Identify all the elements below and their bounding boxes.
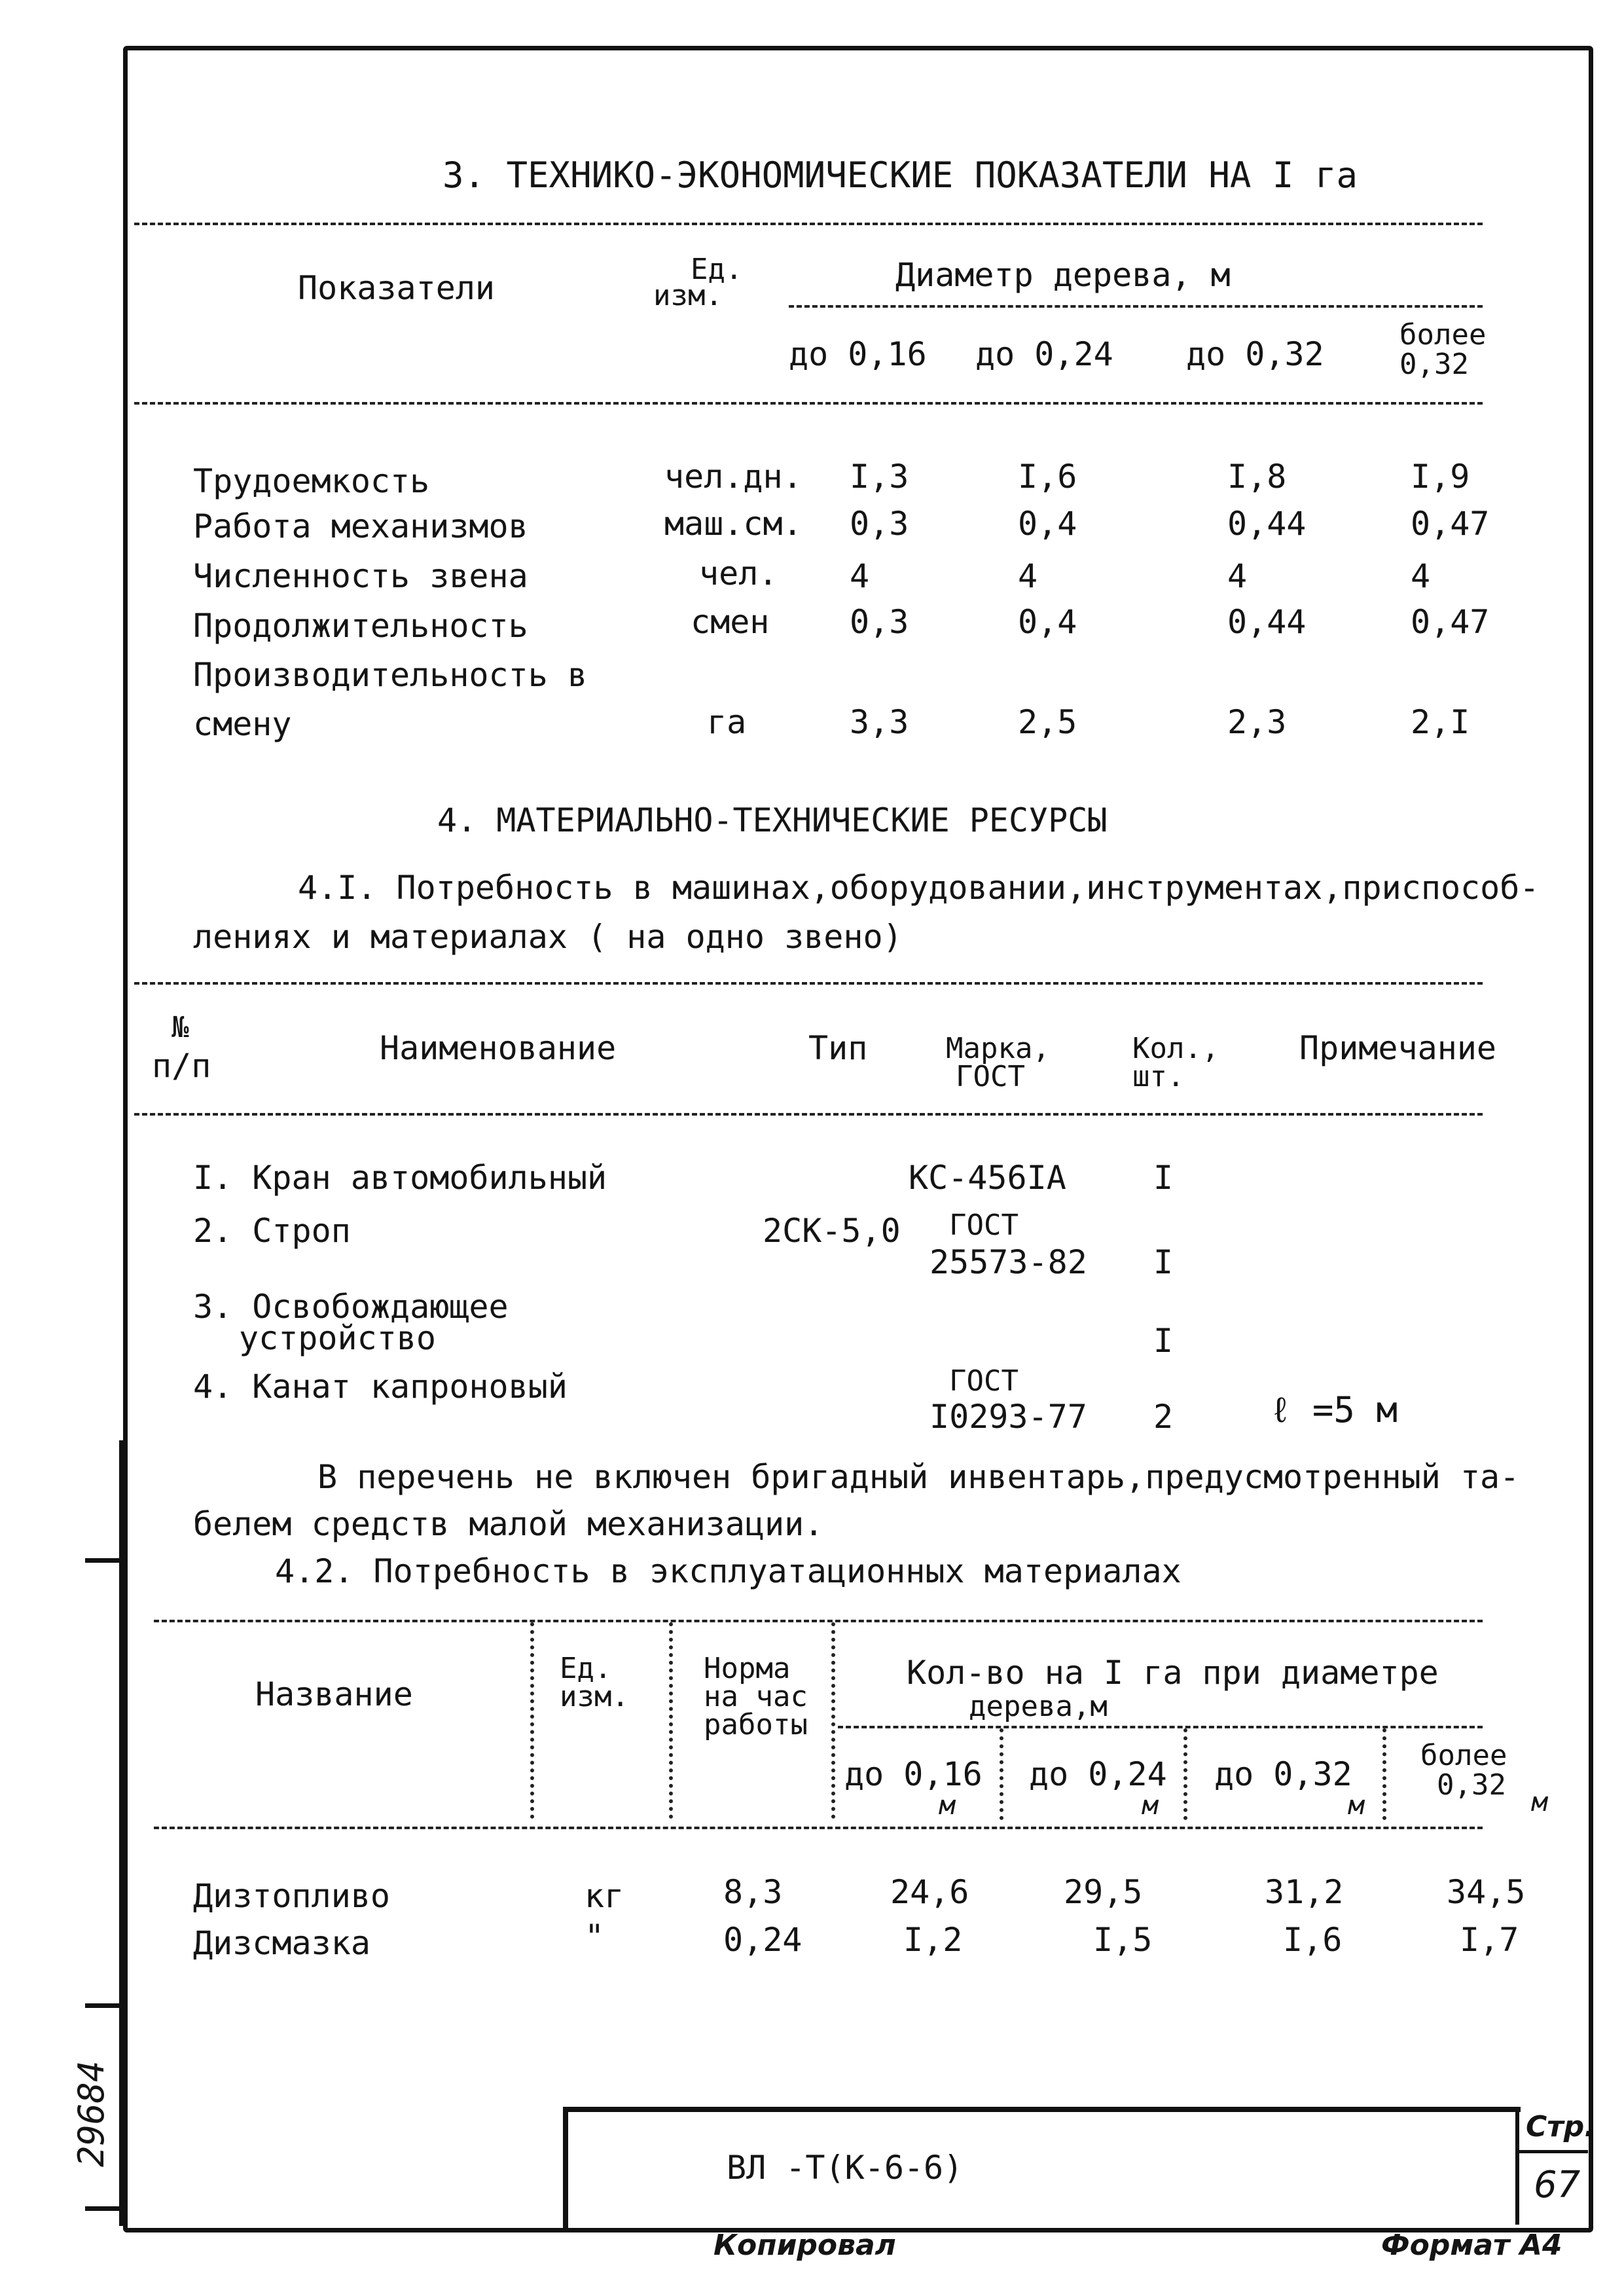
margin-tick	[85, 2206, 124, 2211]
header-col-4b: 0,32	[1399, 348, 1469, 381]
material-norm: 8,3	[723, 1873, 783, 1911]
column-divider	[1183, 1728, 1187, 1820]
header-diameter: Диаметр дерева, м	[895, 256, 1231, 294]
row-value: 0,4	[1018, 603, 1077, 641]
row-name: Работа механизмов	[193, 507, 528, 545]
header-indicator: Показатели	[298, 269, 496, 307]
unit-mark: м	[1532, 1787, 1548, 1817]
footer-copied: Копировал	[713, 2229, 896, 2262]
row-value: 4	[850, 557, 870, 595]
header-unit-line1: Ед.	[691, 253, 743, 286]
row-value: 0,44	[1227, 603, 1307, 641]
t1-header-num2: п/п	[152, 1047, 211, 1085]
page-number-box	[1515, 2107, 1596, 2225]
item-note: ℓ =5 м	[1270, 1389, 1398, 1430]
t2-col-2: до 0,24	[1029, 1755, 1167, 1793]
row-name-cont: смену	[193, 705, 292, 743]
item-qty: I	[1153, 1322, 1174, 1360]
subsection-4-1-line2: лениях и материалах ( на одно звено)	[193, 918, 903, 956]
table-rule	[789, 305, 1483, 308]
row-value: 0,3	[850, 603, 909, 641]
t2-header-norm3: работы	[704, 1708, 808, 1741]
table-rule	[134, 982, 1483, 985]
t1-header-note: Примечание	[1299, 1029, 1497, 1067]
item-name: 3. Освобождающее	[193, 1288, 509, 1326]
table-rule	[154, 1827, 1483, 1829]
row-name: Трудоемкость	[193, 462, 430, 500]
item-mark: ГОСТ	[949, 1364, 1019, 1398]
item-mark: ГОСТ	[949, 1209, 1019, 1242]
row-value: I,9	[1411, 458, 1470, 496]
unit-mark: м	[1348, 1791, 1365, 1821]
row-unit: га	[707, 703, 747, 741]
column-divider	[831, 1622, 835, 1819]
t1-header-mark1: Марка,	[946, 1032, 1050, 1065]
t2-col-4b: 0,32	[1437, 1768, 1506, 1802]
row-value: 2,3	[1227, 703, 1287, 741]
column-divider	[1382, 1728, 1386, 1820]
material-name: Дизтопливо	[193, 1877, 391, 1915]
t2-header-qty: Кол-во на I га при диаметре	[907, 1654, 1439, 1692]
t1-header-qty1: Кол.,	[1132, 1032, 1219, 1065]
item-qty: I	[1153, 1243, 1174, 1281]
page-box-divider	[1519, 2150, 1588, 2153]
header-unit-line2: изм.	[653, 279, 723, 312]
page-label: Стр.	[1526, 2110, 1596, 2143]
t1-header-type: Тип	[808, 1029, 868, 1067]
row-value: 0,4	[1018, 505, 1077, 543]
table-rule	[134, 402, 1483, 405]
row-name: Продолжительность	[193, 607, 528, 645]
row-value: I,8	[1227, 458, 1287, 496]
margin-tick	[85, 1558, 124, 1563]
table-rule	[134, 1113, 1483, 1116]
header-col-1: до 0,16	[789, 335, 927, 373]
table-rule	[838, 1726, 1483, 1728]
table-rule	[134, 223, 1483, 225]
row-value: 0,47	[1411, 603, 1490, 641]
document-code: ВЛ -Т(К-6-6)	[727, 2149, 964, 2187]
item-qty: 2	[1153, 1398, 1174, 1436]
t2-header-name: Название	[255, 1675, 413, 1713]
row-value: 0,44	[1227, 505, 1307, 543]
item-mark2: I0293-77	[929, 1398, 1087, 1436]
row-name: Производительность в	[193, 656, 588, 694]
title-block	[563, 2107, 1521, 2230]
row-value: 2,5	[1018, 703, 1077, 741]
row-unit: чел.	[699, 555, 778, 592]
material-unit: кг	[585, 1877, 624, 1915]
unit-mark: м	[939, 1791, 956, 1821]
t2-col-3: до 0,32	[1214, 1755, 1352, 1793]
column-divider	[530, 1622, 534, 1819]
item-mark: КС-456IА	[909, 1159, 1066, 1197]
row-unit: маш.см.	[664, 505, 803, 543]
material-value: 29,5	[1064, 1873, 1143, 1911]
item-name-cont: устройство	[239, 1319, 437, 1357]
row-value: I,3	[850, 458, 909, 496]
inventory-number: 29684	[71, 2060, 112, 2167]
remark-line2: белем средств малой механизации.	[193, 1505, 824, 1543]
material-value: I,2	[903, 1921, 963, 1959]
subsection-4-1-line1: 4.I. Потребность в машинах,оборудовании,инструментах,приспособ-	[298, 869, 1540, 907]
row-value: 4	[1411, 557, 1431, 595]
row-value: 0,3	[850, 505, 909, 543]
row-value: 4	[1227, 557, 1248, 595]
column-divider	[1000, 1728, 1003, 1820]
row-unit: смен	[691, 603, 770, 641]
section3-title: 3. ТЕХНИКО-ЭКОНОМИЧЕСКИЕ ПОКАЗАТЕЛИ НА I га	[442, 155, 1358, 196]
t1-header-num1: №	[171, 1011, 189, 1044]
item-name: 4. Канат капроновый	[193, 1368, 568, 1406]
material-value: I,6	[1283, 1921, 1343, 1959]
column-divider	[669, 1622, 673, 1819]
row-unit: чел.дн.	[664, 458, 803, 496]
header-col-4a: более	[1399, 318, 1487, 352]
header-col-2: до 0,24	[975, 335, 1113, 373]
t1-header-qty2: шт.	[1132, 1060, 1185, 1093]
row-value: 2,I	[1411, 703, 1470, 741]
row-value: 4	[1018, 557, 1038, 595]
table-rule	[154, 1620, 1483, 1622]
footer-format: Формат А4	[1381, 2229, 1562, 2262]
t2-header-unit2: изм.	[560, 1680, 629, 1713]
page-number: 67	[1534, 2164, 1581, 2206]
item-type: 2СК-5,0	[763, 1212, 901, 1250]
material-value: 24,6	[890, 1873, 969, 1911]
item-name: I. Кран автомобильный	[193, 1159, 607, 1197]
material-value: I,5	[1093, 1921, 1153, 1959]
material-norm: 0,24	[723, 1921, 803, 1959]
material-unit: "	[585, 1918, 605, 1956]
t2-header-qty2: дерева,м	[969, 1690, 1108, 1723]
t1-header-name: Наименование	[380, 1029, 617, 1067]
row-value: I,6	[1018, 458, 1077, 496]
item-qty: I	[1153, 1159, 1174, 1197]
material-value: 34,5	[1447, 1873, 1526, 1911]
subsection-4-2: 4.2. Потребность в эксплуатационных материалах	[275, 1552, 1182, 1590]
material-name: Дизсмазка	[193, 1924, 370, 1962]
row-value: 3,3	[850, 703, 909, 741]
material-value: 31,2	[1265, 1873, 1344, 1911]
t2-header-norm2: на час	[704, 1680, 808, 1713]
row-value: 0,47	[1411, 505, 1490, 543]
unit-mark: м	[1142, 1791, 1159, 1821]
margin-tick	[85, 2003, 124, 2008]
section4-title: 4. МАТЕРИАЛЬНО-ТЕХНИЧЕСКИЕ РЕСУРСЫ	[437, 801, 1108, 839]
material-value: I,7	[1460, 1921, 1519, 1959]
t2-header-unit1: Ед.	[560, 1652, 612, 1685]
t2-col-1: до 0,16	[844, 1755, 983, 1793]
item-name: 2. Строп	[193, 1212, 351, 1250]
item-mark2: 25573-82	[929, 1243, 1087, 1281]
t1-header-mark2: ГОСТ	[956, 1060, 1025, 1093]
header-col-3: до 0,32	[1186, 335, 1324, 373]
t2-header-norm1: Норма	[704, 1652, 791, 1685]
t2-col-4a: более	[1420, 1739, 1507, 1772]
remark-line1: В перечень не включен бригадный инвентарь,предусмотренный та-	[317, 1458, 1520, 1496]
row-name: Численность звена	[193, 557, 528, 595]
